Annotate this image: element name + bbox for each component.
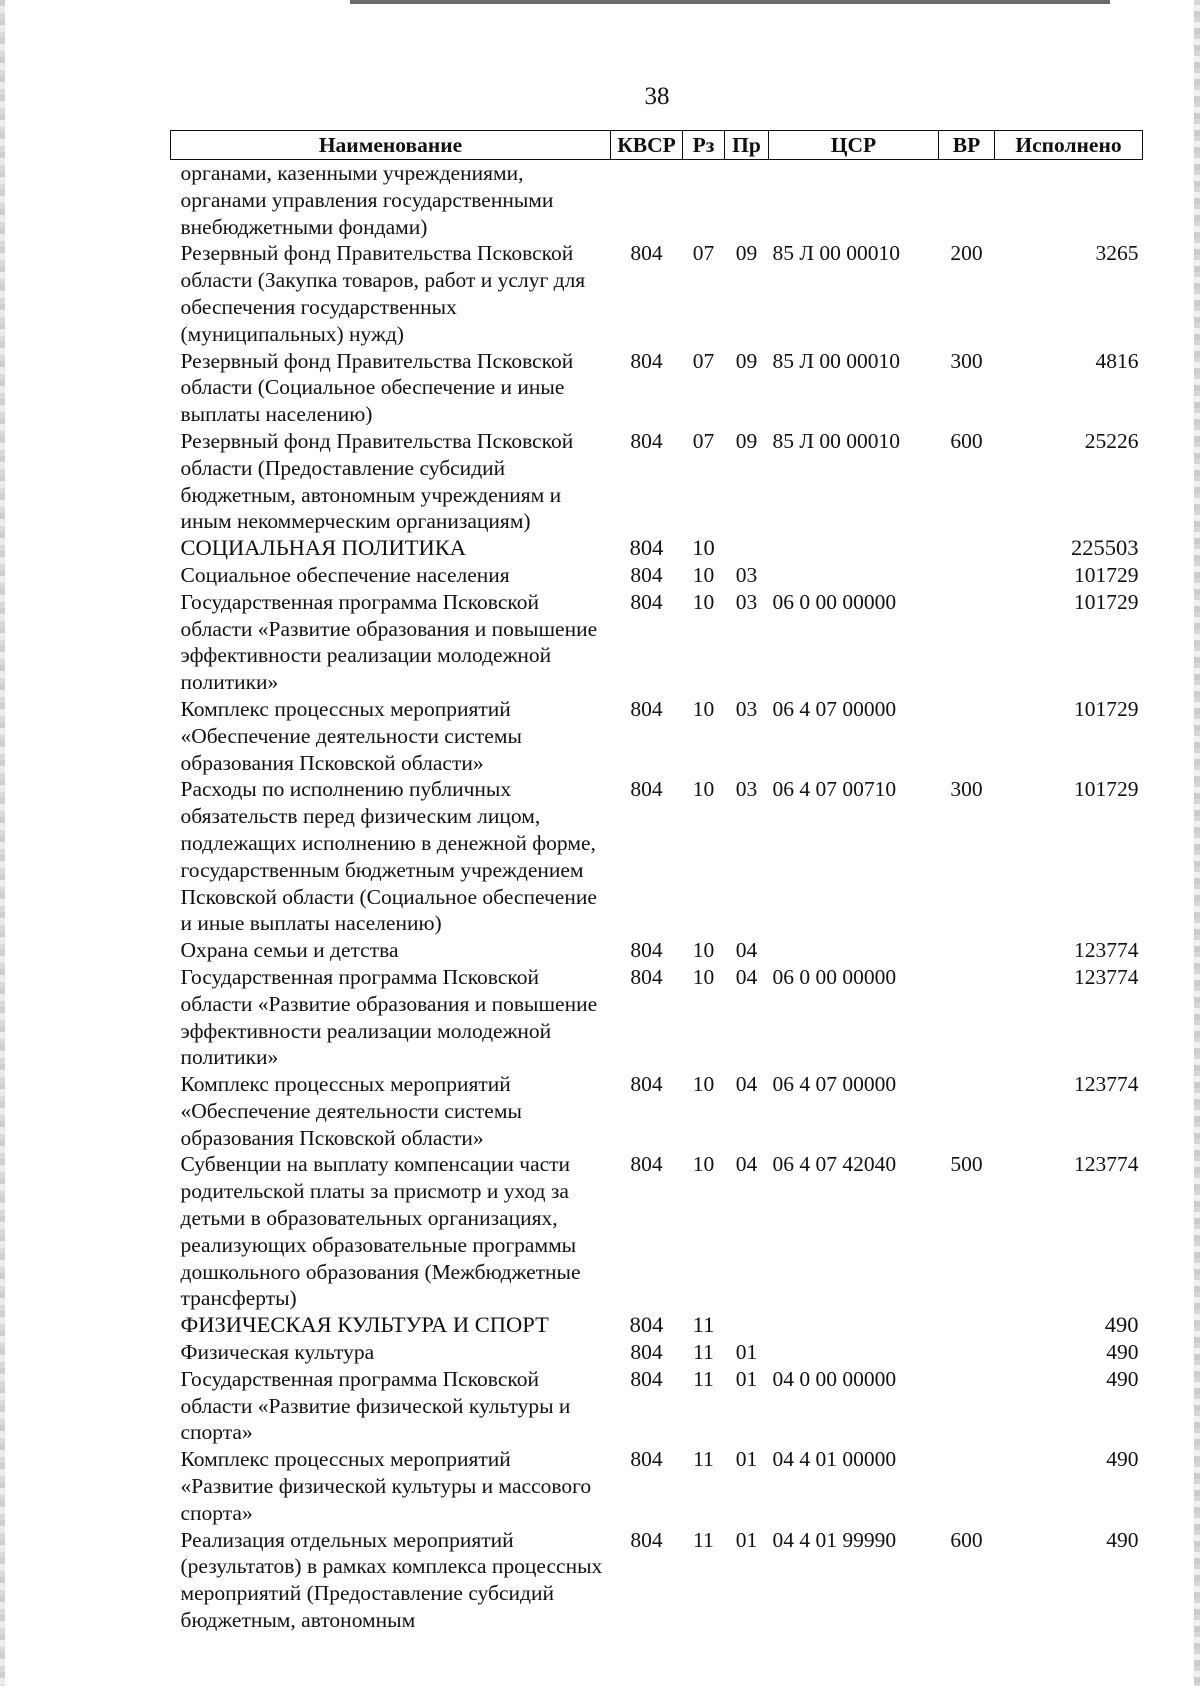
table-row [171,160,1143,241]
table-row-section [171,535,1143,562]
cell-name: Государственная программа Псковской области «Развитие физической культуры и спорта» [180,1366,571,1445]
cell-vr [939,1312,995,1339]
cell-kvsr: 804 [630,1447,663,1472]
cell-csr [769,1339,939,1366]
cell-vr: 300 [950,777,983,802]
table-row [171,1446,1143,1526]
cell-executed: 123774 [1074,964,1139,989]
cell-kvsr: 804 [630,428,663,453]
cell-rz: 10 [692,535,715,561]
scan-left-edge [0,0,5,1686]
cell-kvsr: 804 [630,938,663,963]
cell-csr: 06 4 07 00000 [772,1072,897,1097]
cell-pr [725,535,769,562]
cell-name: Резервный фонд Правительства Псковской области (Социальное обеспечение и иные выплаты населению) [180,348,574,427]
cell-executed: 3265 [1095,241,1139,266]
cell-executed: 123774 [1074,1072,1139,1097]
header-rz: Рз [683,131,725,160]
cell-executed: 101729 [1074,589,1139,614]
cell-name: Государственная программа Псковской области «Развитие образования и повышение эффективности реализации молодежной политики» [180,964,598,1070]
header-kvsr: КВСР [611,131,683,160]
cell-kvsr: 804 [630,696,663,721]
cell-vr [939,589,995,696]
cell-pr: 01 [735,1366,758,1391]
cell-kvsr: 804 [630,777,663,802]
cell-rz: 10 [692,589,715,614]
cell-vr [939,535,995,562]
table-row [171,1339,1143,1366]
cell-name: СОЦИАЛЬНАЯ ПОЛИТИКА [180,535,466,561]
table-row [171,1527,1143,1634]
cell-rz: 11 [693,1527,714,1552]
cell-rz: 07 [692,428,715,453]
cell-vr [939,1366,995,1446]
cell-pr: 04 [735,964,758,989]
table-row [171,1071,1143,1151]
cell-rz: 11 [693,1366,714,1391]
table-row [171,562,1143,589]
cell-pr: 09 [735,428,758,453]
header-executed: Исполнено [995,131,1143,160]
cell-rz: 10 [692,696,715,721]
cell-name: Комплекс процессных мероприятий «Обеспечение деятельности системы образования Псковской области» [180,1072,522,1150]
cell-rz: 11 [693,1447,714,1472]
cell-pr: 03 [735,777,758,802]
cell-vr: 300 [950,348,983,373]
cell-rz: 11 [692,1312,715,1338]
cell-vr [939,964,995,1071]
cell-csr: 06 4 07 00710 [772,777,897,802]
table-body [171,160,1143,1634]
cell-executed: 490 [1106,1340,1139,1365]
table-row [171,428,1143,535]
cell-kvsr: 804 [629,535,664,561]
cell-rz: 10 [692,562,715,587]
cell-executed: 101729 [1074,562,1139,587]
scan-top-edge [350,0,1110,4]
cell-rz: 10 [692,1072,715,1097]
table-row [171,348,1143,428]
cell-csr: 06 0 00 00000 [772,964,897,989]
cell-name: Резервный фонд Правительства Псковской области (Закупка товаров, работ и услуг для обеспечения государственных (муниципальных) нужд) [180,241,586,346]
cell-kvsr: 804 [630,1072,663,1097]
cell-rz [683,160,725,241]
cell-rz: 10 [692,777,715,802]
cell-pr: 01 [735,1527,758,1552]
table-row [171,937,1143,964]
cell-vr: 200 [950,241,983,266]
header-pr: Пр [725,131,769,160]
cell-executed: 490 [1104,1312,1139,1338]
cell-name: Резервный фонд Правительства Псковской области (Предоставление субсидий бюджетным, автономным учреждениям и иным некоммерческим организациям) [180,428,574,534]
cell-name: Охрана семьи и детства [180,938,399,963]
cell-kvsr: 804 [630,1366,663,1391]
table-row [171,776,1143,937]
header-vr: ВР [939,131,995,160]
cell-executed: 490 [1106,1366,1139,1391]
cell-pr: 09 [735,241,758,266]
cell-name: Физическая культура [180,1340,375,1365]
cell-kvsr: 804 [630,964,663,989]
cell-rz: 10 [692,938,715,963]
cell-name: Комплекс процессных мероприятий «Обеспечение деятельности системы образования Псковской области» [180,696,522,775]
cell-kvsr: 804 [630,1527,663,1552]
cell-name: Реализация отдельных мероприятий (результатов) в рамках комплекса процессных мероприятий (Предоставление субсидий бюджетным, автономным [180,1527,603,1633]
cell-executed [995,160,1143,241]
table-row [171,964,1143,1071]
budget-table [170,130,1143,1634]
cell-kvsr: 804 [630,562,663,587]
cell-name: Социальное обеспечение населения [180,562,510,587]
cell-pr: 09 [735,348,758,373]
cell-csr: 04 4 01 00000 [772,1447,897,1472]
cell-executed: 101729 [1074,777,1139,802]
cell-executed: 490 [1106,1447,1139,1472]
cell-executed: 4816 [1095,348,1139,373]
cell-vr [939,1446,995,1526]
cell-name: органами, казенными учреждениями, органами управления государственными внебюджетными фондами) [180,161,554,239]
cell-pr: 03 [735,562,758,587]
cell-csr: 85 Л 00 00010 [772,241,900,266]
cell-pr: 03 [735,696,758,721]
cell-executed: 25226 [1084,428,1139,453]
cell-csr: 85 Л 00 00010 [772,428,900,453]
cell-kvsr: 804 [630,241,663,266]
table-row [171,1151,1143,1312]
table-row [171,1366,1143,1446]
cell-rz: 07 [692,348,715,373]
cell-kvsr: 804 [630,1340,663,1365]
cell-pr: 04 [735,938,758,963]
cell-executed: 101729 [1074,696,1139,721]
table-row [171,240,1143,347]
cell-name: Расходы по исполнению публичных обязательств перед физическим лицом, подлежащих исполнению в денежной форме, государственным бюджетным учреждением Псковской области (Социальное обеспечение и иные выплаты населению) [180,777,597,936]
cell-rz: 10 [692,1152,715,1177]
cell-pr: 04 [735,1072,758,1097]
scan-right-edge [1194,0,1200,1686]
cell-vr [939,1071,995,1151]
cell-kvsr: 804 [630,589,663,614]
cell-csr: 85 Л 00 00010 [772,348,900,373]
cell-pr: 03 [735,589,758,614]
header-name: Наименование [171,131,611,160]
cell-csr: 06 4 07 42040 [772,1152,897,1177]
cell-vr [939,160,995,241]
cell-pr [725,1312,769,1339]
cell-rz: 10 [692,964,715,989]
header-csr: ЦСР [769,131,939,160]
table-row-section [171,1312,1143,1339]
cell-pr: 01 [735,1340,758,1365]
cell-rz: 11 [693,1340,714,1365]
cell-kvsr [611,160,683,241]
cell-executed: 123774 [1074,1152,1139,1177]
cell-pr: 04 [735,1152,758,1177]
table-header [171,131,1143,160]
cell-name: ФИЗИЧЕСКАЯ КУЛЬТУРА И СПОРТ [180,1312,549,1338]
cell-vr: 600 [950,1527,983,1552]
cell-kvsr: 804 [629,1312,664,1338]
cell-csr [769,535,939,562]
cell-pr [725,160,769,241]
cell-executed: 490 [1106,1527,1139,1552]
cell-csr [769,160,939,241]
cell-vr: 500 [950,1152,983,1177]
table-row [171,696,1143,776]
cell-kvsr: 804 [630,1152,663,1177]
cell-csr: 04 0 00 00000 [772,1366,897,1391]
cell-name: Комплекс процессных мероприятий «Развитие физической культуры и массового спорта» [180,1447,592,1525]
cell-csr [769,1312,939,1339]
cell-csr [769,937,939,964]
cell-pr: 01 [735,1447,758,1472]
cell-rz: 07 [692,241,715,266]
cell-executed: 123774 [1074,938,1139,963]
cell-vr [939,696,995,776]
cell-name: Субвенции на выплату компенсации части родительской платы за присмотр и уход за детьми в образовательных организациях, реализующих образовательные программы дошкольного образования (Межбюджетные трансферты) [180,1152,581,1311]
cell-name: Государственная программа Псковской области «Развитие образования и повышение эффективности реализации молодежной политики» [180,589,598,695]
cell-csr: 04 4 01 99990 [772,1527,897,1552]
cell-vr [939,937,995,964]
cell-vr [939,1339,995,1366]
cell-executed: 225503 [1071,535,1139,561]
page-number: 38 [644,83,670,110]
cell-vr [939,562,995,589]
cell-vr: 600 [950,428,983,453]
cell-kvsr: 804 [630,348,663,373]
cell-csr: 06 0 00 00000 [772,589,897,614]
cell-csr: 06 4 07 00000 [772,696,897,721]
table-row [171,589,1143,696]
cell-csr [769,562,939,589]
